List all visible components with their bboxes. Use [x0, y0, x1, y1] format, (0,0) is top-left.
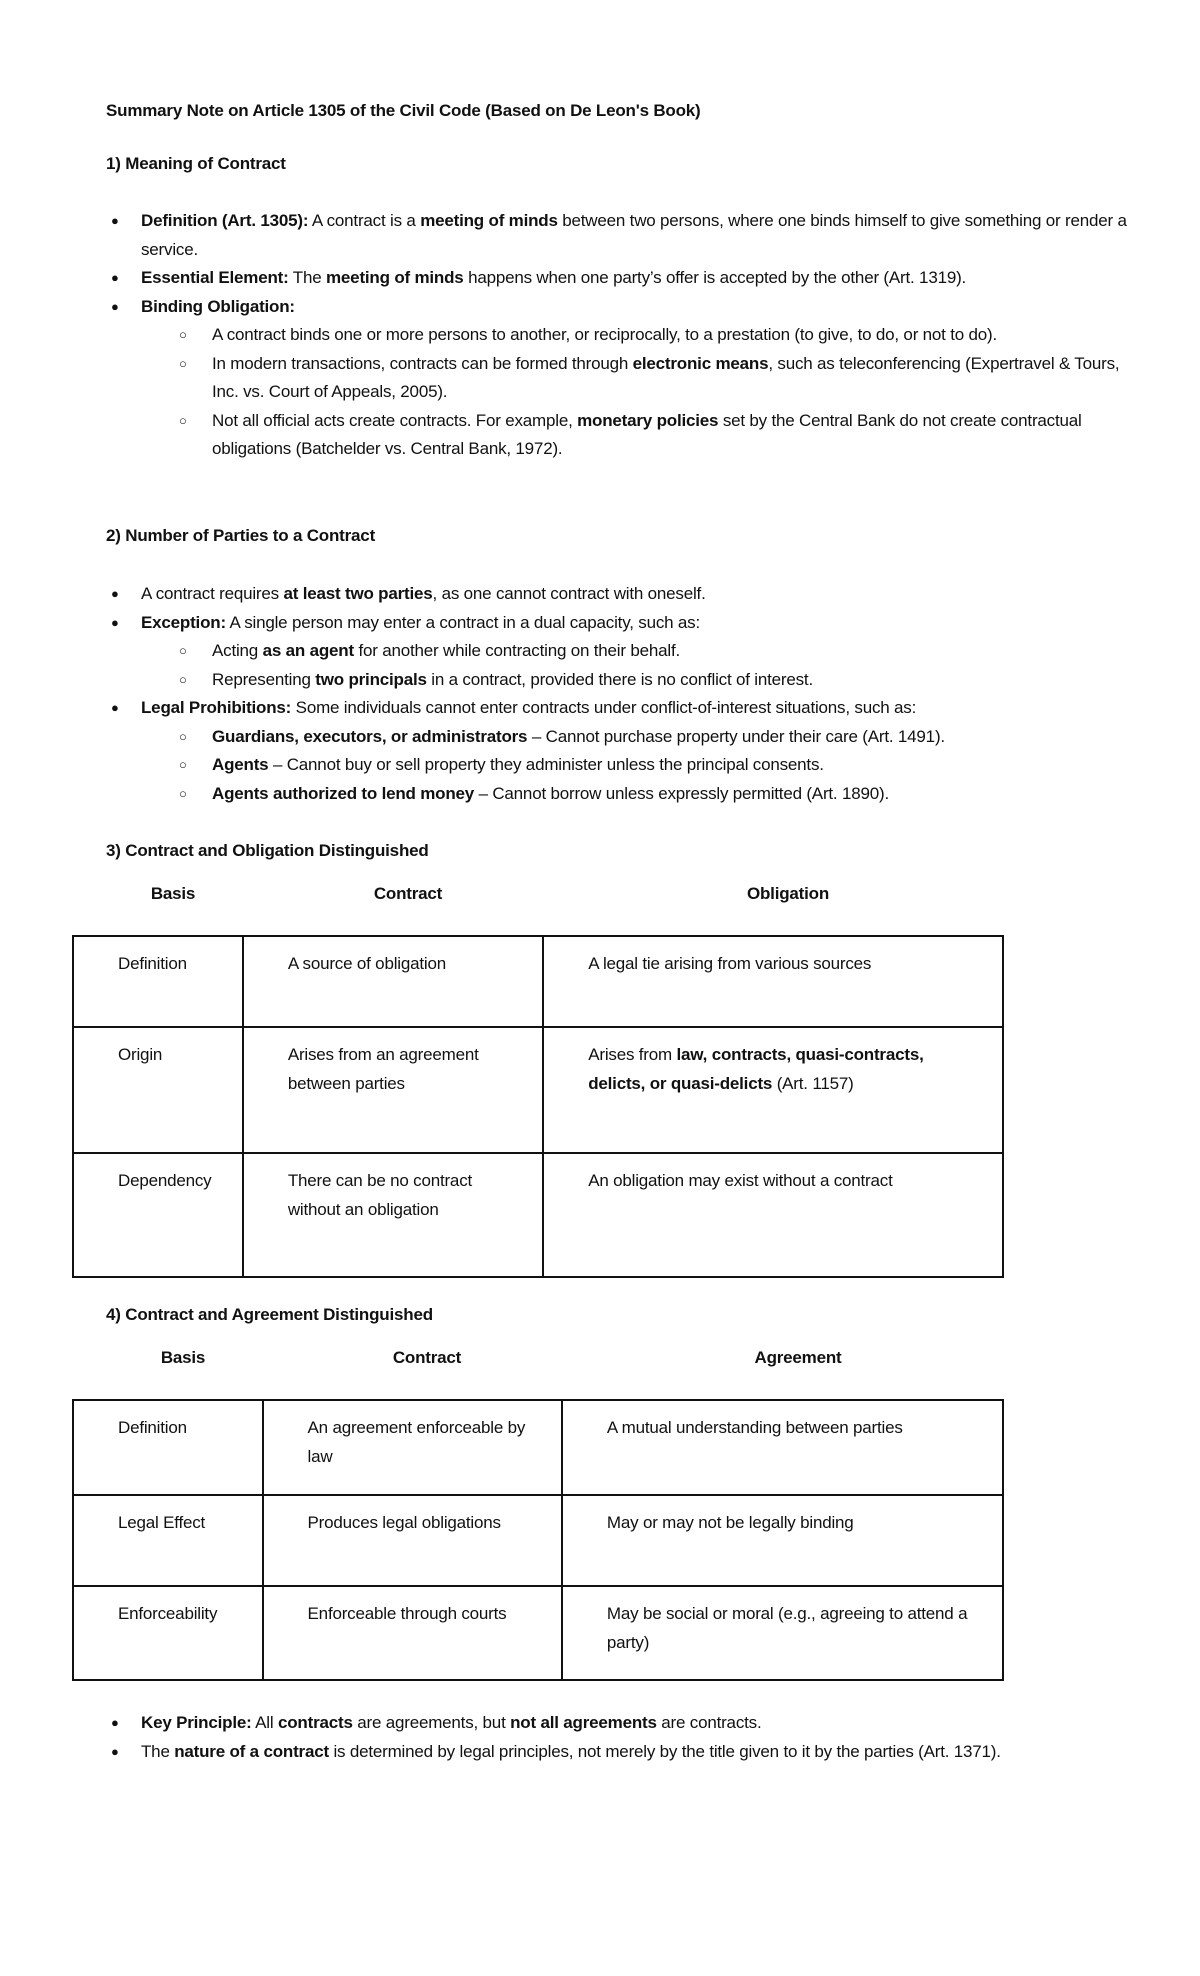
list-item [106, 1709, 1136, 1738]
table-2-header-contract: Contract [392, 1348, 462, 1367]
section-2-list [106, 580, 1136, 808]
table-row [73, 1027, 1003, 1153]
table-cell [263, 1495, 562, 1586]
text: , such as teleconferencing (Expertravel & Tours, Inc. vs. Court of Appeals, 2005). [212, 353, 1120, 401]
list-item [106, 723, 1136, 752]
section-2-heading: 2) Number of Parties to a Contract [106, 526, 376, 545]
table-row [73, 1400, 1003, 1495]
text: are contracts. [656, 1713, 762, 1732]
bold-text: as an agent [262, 641, 354, 660]
bold-text: Essential Element: [141, 268, 289, 287]
text: is determined by legal principles, not merely by the title given to it by the parties (Art. 1371). [328, 1741, 1001, 1761]
list-item [106, 751, 1136, 780]
table-row [73, 936, 1003, 1027]
table-cell [73, 1153, 243, 1277]
table-cell [263, 1586, 562, 1680]
text: Enforceability [118, 1604, 218, 1623]
text: An agreement enforceable by law [307, 1418, 526, 1466]
text: Legal Effect [118, 1513, 206, 1532]
text: Enforceable through courts [307, 1604, 507, 1623]
text: Arises from an agreement between parties [287, 1045, 479, 1093]
table-cell [243, 1153, 543, 1277]
table-1-header-obligation: Obligation [746, 884, 830, 903]
text: Not all official acts create contracts. For example, [212, 410, 578, 430]
text: An obligation may exist without a contract [588, 1171, 893, 1190]
text: A legal tie arising from various sources [588, 954, 872, 973]
section-3-heading: 3) Contract and Obligation Distinguished [106, 841, 429, 860]
section-1-heading: 1) Meaning of Contract [106, 154, 286, 173]
text: May be social or moral (e.g., agreeing to attend a party) [606, 1604, 968, 1652]
list-item [106, 1738, 1136, 1767]
table-cell [543, 936, 1003, 1027]
table-cell [543, 1153, 1003, 1277]
list-item [106, 207, 1136, 264]
bold-text: at least two parties [283, 584, 433, 603]
bold-text: law, contracts, quasi-contracts, delicts, or quasi-delicts [588, 1045, 924, 1093]
bold-text: Legal Prohibitions: [141, 698, 292, 717]
text: The [141, 1741, 175, 1761]
text: Some individuals cannot enter contracts under conflict-of-interest situations, such as: [291, 698, 917, 717]
text: – Cannot borrow unless expressly permitted (Art. 1890). [474, 783, 889, 803]
hollow-bullet-icon: ○ [179, 355, 187, 371]
text: Produces legal obligations [307, 1513, 501, 1532]
list-item [106, 264, 1136, 293]
list-item [106, 321, 1136, 350]
bold-text: Agents [212, 755, 269, 774]
hollow-bullet-icon: ○ [179, 643, 187, 658]
section-4-heading: 4) Contract and Agreement Distinguished [106, 1305, 433, 1324]
bold-text: meeting of minds [420, 211, 558, 230]
text: – Cannot purchase property under their care (Art. 1491). [527, 726, 945, 746]
text: for another while contracting on their behalf. [353, 641, 680, 660]
bold-text: meeting of minds [326, 268, 464, 287]
text: A contract is a [308, 211, 421, 230]
list-item [106, 637, 1136, 666]
bullet-icon: ● [111, 586, 119, 601]
text: There can be no contract without an obligation [287, 1171, 473, 1219]
bullet-icon: ● [111, 1743, 119, 1759]
list-item [106, 694, 1136, 723]
table-cell [562, 1586, 1003, 1680]
bold-text: not all agreements [510, 1713, 657, 1732]
hollow-bullet-icon: ○ [179, 671, 187, 687]
text: , as one cannot contract with oneself. [432, 584, 706, 603]
section-1-list [106, 207, 1136, 464]
bold-text: Key Principle: [141, 1713, 252, 1732]
list-item [106, 407, 1136, 464]
bullet-icon: ● [111, 270, 119, 285]
hollow-bullet-icon: ○ [179, 412, 187, 428]
bullet-icon: ● [111, 700, 119, 715]
text: A contract binds one or more persons to another, or reciprocally, to a prestation (to give, to do, or not to do). [212, 325, 998, 344]
text: are agreements, but [352, 1713, 511, 1732]
bold-text: two principals [315, 669, 427, 689]
text: happens when one party’s offer is accepted by the other (Art. 1319). [463, 268, 967, 287]
bold-text: Guardians, executors, or administrators [212, 726, 528, 746]
bullet-icon: ● [111, 298, 119, 314]
table-cell [73, 1027, 243, 1153]
bold-text: Exception: [141, 612, 226, 632]
table-cell [73, 1586, 263, 1680]
table-1-header-basis: Basis [150, 884, 196, 903]
document-title: Summary Note on Article 1305 of the Civil Code (Based on De Leon's Book) [106, 101, 701, 120]
list-item [106, 293, 1136, 322]
text: All [251, 1713, 278, 1732]
text: in a contract, provided there is no conflict of interest. [426, 669, 813, 689]
table-cell [543, 1027, 1003, 1153]
table-cell [243, 1027, 543, 1153]
text: A mutual understanding between parties [606, 1418, 903, 1437]
table-cell [562, 1495, 1003, 1586]
bold-text: electronic means [632, 353, 769, 373]
table-2-header-agreement: Agreement [754, 1348, 842, 1367]
table-cell [562, 1400, 1003, 1495]
text: Dependency [118, 1171, 212, 1190]
bullet-icon: ● [111, 614, 119, 630]
table-2-header-basis: Basis [160, 1348, 206, 1367]
table-cell [73, 1495, 263, 1586]
text: Definition [118, 954, 187, 973]
text: In modern transactions, contracts can be formed through [212, 353, 633, 373]
table-cell [73, 936, 243, 1027]
table-1-header-contract: Contract [373, 884, 443, 903]
hollow-bullet-icon: ○ [179, 757, 187, 772]
list-item [106, 780, 1136, 809]
text: May or may not be legally binding [606, 1513, 854, 1532]
hollow-bullet-icon: ○ [179, 728, 187, 744]
contract-obligation-table [72, 935, 1004, 1278]
list-item [106, 580, 1136, 609]
bold-text: monetary policies [577, 410, 719, 430]
text: Definition [118, 1418, 187, 1437]
text: between two persons, where one binds himself to give something or render a service. [141, 211, 1127, 259]
key-principles-list [106, 1709, 1136, 1766]
bullet-icon: ● [111, 213, 119, 228]
text: Arises from [588, 1045, 677, 1064]
text: Acting [212, 641, 263, 660]
bold-text: nature of a contract [174, 1741, 329, 1761]
text: set by the Central Bank do not create contractual obligations (Batchelder vs. Central Bank, 1972). [212, 410, 1082, 458]
text: Origin [118, 1045, 163, 1064]
table-cell [243, 936, 543, 1027]
hollow-bullet-icon: ○ [179, 327, 187, 342]
bold-text: contracts [277, 1713, 353, 1732]
bullet-icon: ● [111, 1715, 119, 1730]
bold-text: Agents authorized to lend money [212, 783, 475, 803]
text: A contract requires [141, 584, 284, 603]
bold-text: Binding Obligation: [141, 296, 295, 316]
table-row [73, 1153, 1003, 1277]
bold-text: Definition (Art. 1305): [141, 211, 309, 230]
text: A source of obligation [287, 954, 446, 973]
text: – Cannot buy or sell property they administer unless the principal consents. [268, 755, 824, 774]
text: The [288, 268, 327, 287]
table-row [73, 1495, 1003, 1586]
text: (Art. 1157) [772, 1073, 854, 1093]
list-item [106, 609, 1136, 638]
table-cell [263, 1400, 562, 1495]
table-cell [73, 1400, 263, 1495]
list-item [106, 350, 1136, 407]
table-row [73, 1586, 1003, 1680]
hollow-bullet-icon: ○ [179, 785, 187, 801]
text: Representing [212, 669, 316, 689]
contract-agreement-table [72, 1399, 1004, 1681]
list-item [106, 666, 1136, 695]
text: A single person may enter a contract in a dual capacity, such as: [225, 612, 700, 632]
